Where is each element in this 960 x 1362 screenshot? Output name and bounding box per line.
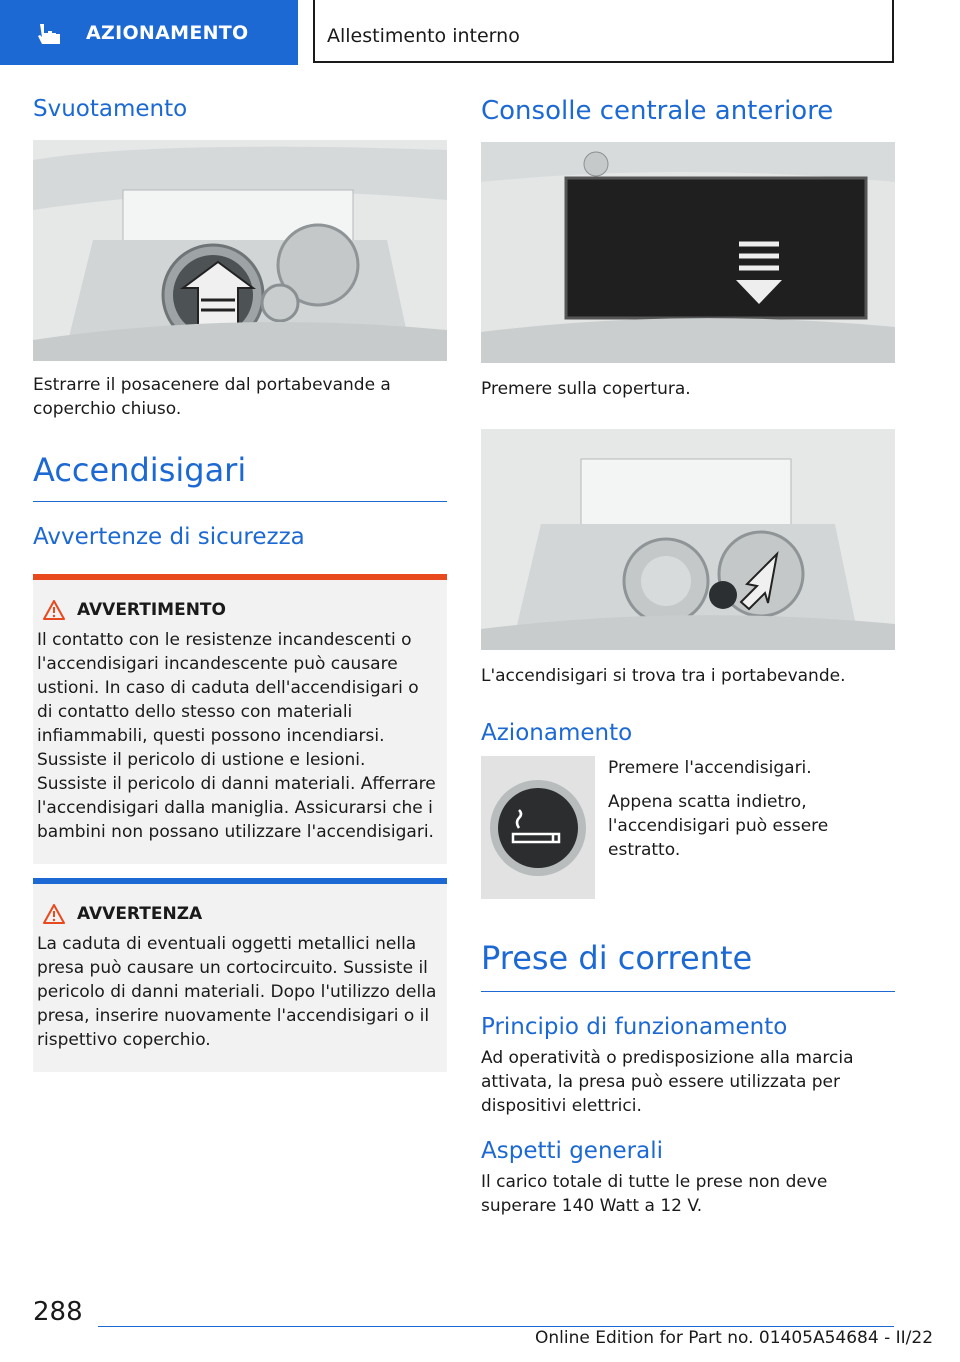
azionamento-step-2: Appena scatta indietro, l'accendisigari può essere estratto. bbox=[608, 792, 829, 860]
page-number: 288 bbox=[33, 1297, 83, 1327]
prese-heading: Prese di corrente bbox=[481, 939, 753, 977]
warning-text: Il contatto con le resistenze incandescenti o l'accendisigari incandescente può causare ustioni. In caso di caduta dell'accendisigari o di contatto dello stesso con materiali infiammabili, questi possono incendiarsi. Sussiste il pericolo di ustione e lesioni. Sussiste il pericolo di danni materiali. Afferrare l'accendisigari dalla maniglia. Assicurarsi che i bambini non possano utilizzare l'accendisigari. bbox=[37, 630, 436, 842]
warning-box-avvertimento bbox=[33, 574, 447, 864]
warning-title: AVVERTENZA bbox=[77, 904, 203, 924]
principio-text: Ad operatività o predisposizione alla marcia attivata, la presa può essere utilizzata per dispositivi elettrici. bbox=[481, 1048, 854, 1116]
azionamento-step-1: Premere l'accendisigari. bbox=[608, 758, 812, 778]
location-text: L'accendisigari si trova tra i portabevande. bbox=[481, 666, 846, 686]
warning-box-avvertenza bbox=[33, 878, 447, 1072]
section-label: AZIONAMENTO bbox=[86, 22, 249, 44]
azionamento-heading: Azionamento bbox=[481, 720, 633, 746]
warning-triangle-icon bbox=[43, 904, 65, 924]
avvertenze-heading: Avvertenze di sicurezza bbox=[33, 524, 305, 550]
azionamento-row bbox=[481, 756, 895, 899]
ashtray-photo bbox=[33, 140, 447, 361]
svuotamento-text: Estrarre il posacenere dal portabevande a coperchio chiuso. bbox=[33, 375, 391, 419]
lighter-button-photo bbox=[481, 756, 595, 899]
accendisigari-rule bbox=[33, 501, 447, 502]
breadcrumb-label: Allestimento interno bbox=[327, 25, 520, 47]
console-cover-photo bbox=[481, 142, 895, 363]
section-tab[interactable] bbox=[0, 0, 298, 65]
accendisigari-heading: Accendisigari bbox=[33, 451, 247, 489]
footer-rule bbox=[98, 1326, 894, 1327]
principio-heading: Principio di funzionamento bbox=[481, 1014, 788, 1040]
warning-triangle-icon bbox=[43, 600, 65, 620]
left-column bbox=[33, 96, 447, 1072]
breadcrumb bbox=[313, 0, 894, 63]
prese-rule bbox=[481, 991, 895, 992]
edition-text: Online Edition for Part no. 01405A54684 - II/22 bbox=[535, 1328, 934, 1348]
warning-title: AVVERTIMENTO bbox=[77, 600, 226, 620]
right-column bbox=[481, 96, 895, 1218]
hand-pointer-icon bbox=[34, 20, 66, 46]
warning-text: La caduta di eventuali oggetti metallici nella presa può causare un cortocircuito. Sussiste il pericolo di danni materiali. Dopo l'utilizzo della presa, inserire nuovamente l'accendisigari o il rispettivo coperchio. bbox=[37, 934, 437, 1050]
lighter-location-photo bbox=[481, 429, 895, 650]
aspetti-text: Il carico totale di tutte le prese non deve superare 140 Watt a 12 V. bbox=[481, 1172, 828, 1216]
consolle-text: Premere sulla copertura. bbox=[481, 379, 691, 399]
svuotamento-heading: Svuotamento bbox=[33, 96, 188, 122]
consolle-heading: Consolle centrale anteriore bbox=[481, 96, 834, 126]
aspetti-heading: Aspetti generali bbox=[481, 1138, 664, 1164]
